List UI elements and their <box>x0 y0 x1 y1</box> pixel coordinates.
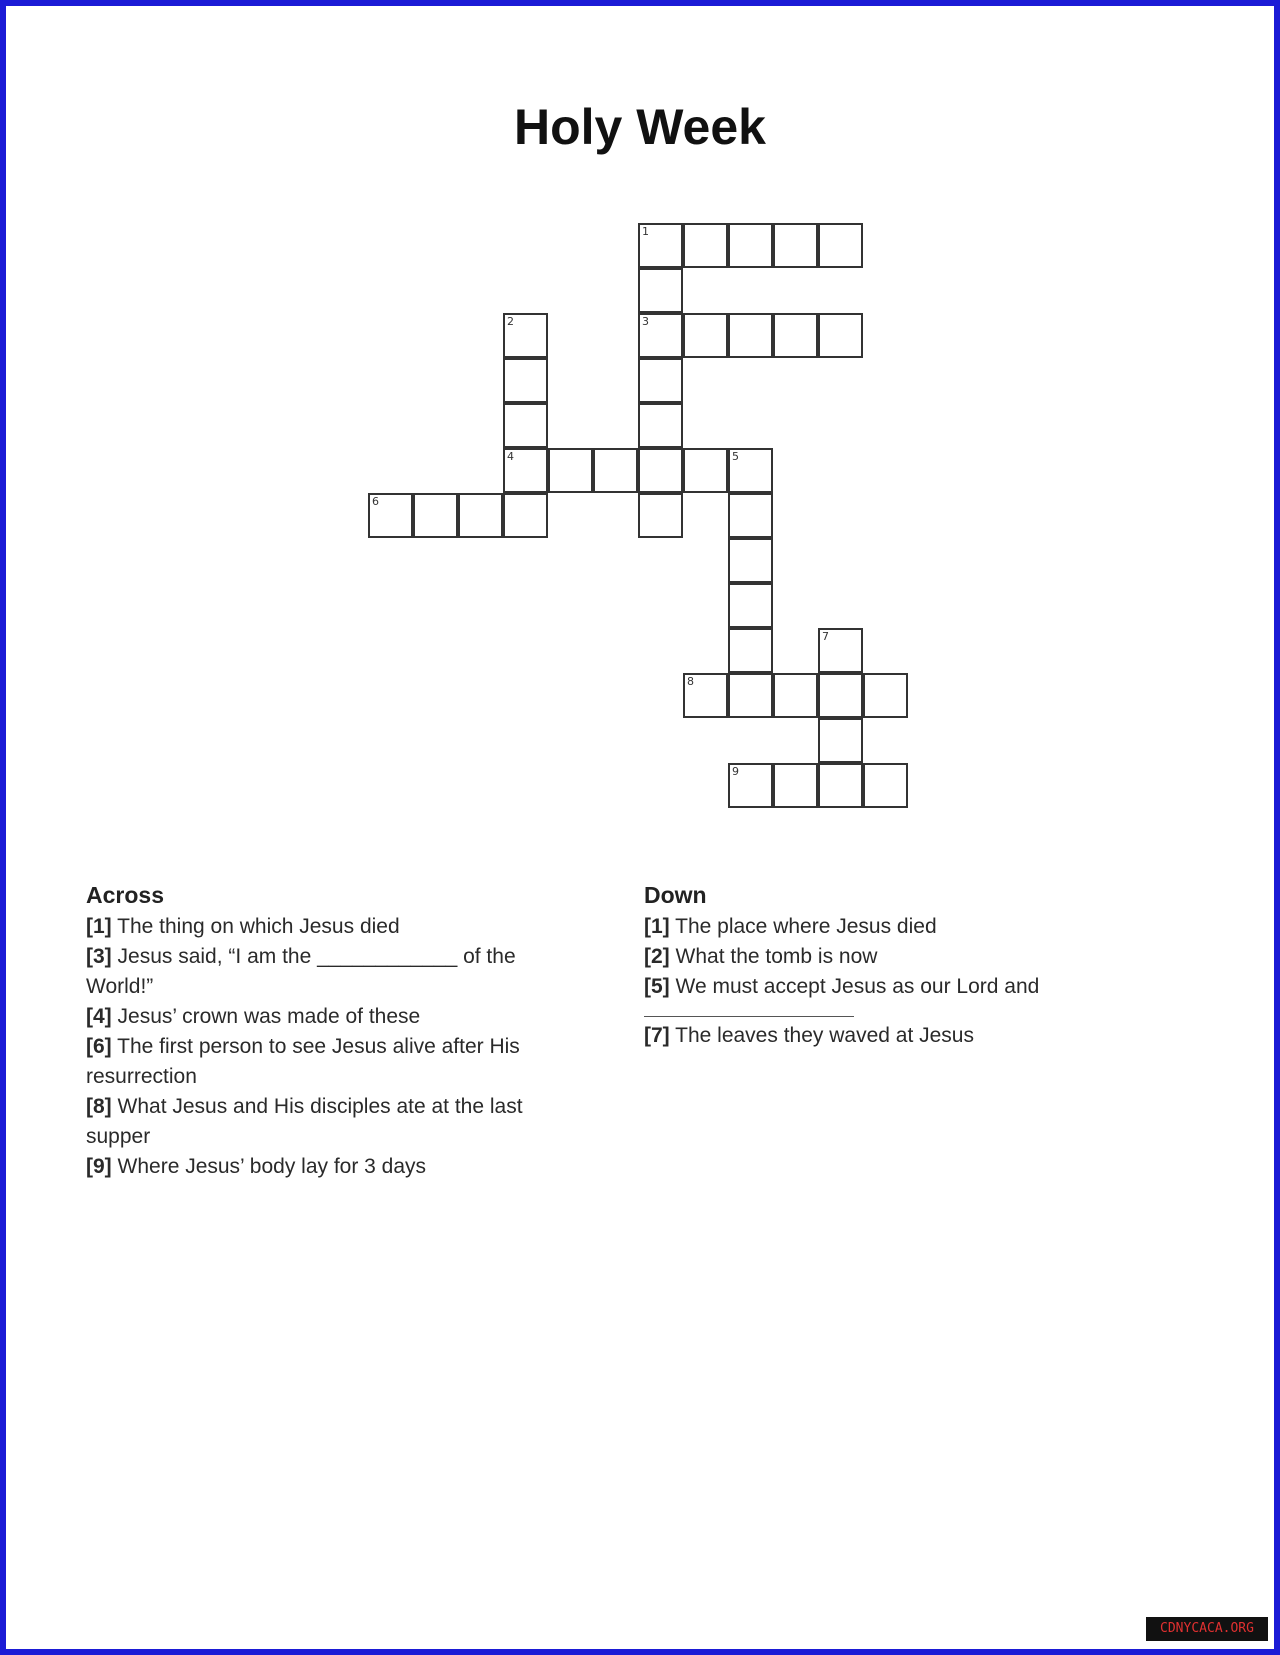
grid-cell[interactable] <box>593 448 638 493</box>
down-heading: Down <box>644 882 707 908</box>
grid-cell[interactable] <box>638 358 683 403</box>
grid-cell[interactable] <box>638 493 683 538</box>
clue-down-2: [2] What the tomb is now <box>644 945 878 968</box>
grid-cell[interactable] <box>503 493 548 538</box>
grid-cell[interactable] <box>728 583 773 628</box>
grid-cell[interactable] <box>413 493 458 538</box>
clue-across-9: [9] Where Jesus’ body lay for 3 days <box>86 1155 427 1178</box>
grid-cell[interactable] <box>548 448 593 493</box>
clue-number-6: 6 <box>372 495 379 508</box>
clue-number-2: 2 <box>507 315 514 328</box>
grid-cell[interactable] <box>683 313 728 358</box>
clue-number-1: 1 <box>642 225 649 238</box>
clue-number-5: 5 <box>732 450 739 463</box>
grid-cell[interactable] <box>638 268 683 313</box>
grid-cell[interactable] <box>458 493 503 538</box>
across-heading: Across <box>86 882 164 908</box>
grid-cell[interactable] <box>683 448 728 493</box>
clue-across-1: [1] The thing on which Jesus died <box>86 915 400 938</box>
grid-cell[interactable] <box>773 763 818 808</box>
answer-blank-line <box>644 1002 854 1017</box>
clue-across-4: [4] Jesus’ crown was made of these <box>86 1005 421 1028</box>
grid-cell[interactable] <box>638 403 683 448</box>
grid-cell[interactable] <box>818 763 863 808</box>
grid-cell[interactable] <box>503 403 548 448</box>
grid-cell[interactable] <box>683 223 728 268</box>
grid-cell[interactable] <box>728 628 773 673</box>
grid-cell[interactable] <box>818 313 863 358</box>
grid-cell[interactable] <box>638 448 683 493</box>
clue-number-3: 3 <box>642 315 649 328</box>
clue-number-7: 7 <box>822 630 829 643</box>
clue-down-7: [7] The leaves they waved at Jesus <box>644 1024 974 1047</box>
grid-cell[interactable] <box>728 673 773 718</box>
down-clues <box>644 880 1114 1051</box>
clue-across-3: [3] Jesus said, “I am the ____________ of the World!” <box>86 945 516 998</box>
watermark: CDNYCACA.ORG <box>1146 1617 1268 1641</box>
grid-cell[interactable] <box>863 763 908 808</box>
clue-number-9: 9 <box>732 765 739 778</box>
clue-number-8: 8 <box>687 675 694 688</box>
clue-across-8: [8] What Jesus and His disciples ate at the last supper <box>86 1095 523 1148</box>
clue-down-1: [1] The place where Jesus died <box>644 915 937 938</box>
grid-cell[interactable] <box>818 673 863 718</box>
grid-cell[interactable] <box>773 313 818 358</box>
grid-cell[interactable] <box>773 673 818 718</box>
grid-cell[interactable] <box>728 313 773 358</box>
grid-cell[interactable] <box>773 223 818 268</box>
page-title: Holy Week <box>514 99 766 155</box>
clue-number-4: 4 <box>507 450 514 463</box>
grid-cell[interactable] <box>503 358 548 403</box>
clue-down-5: [5] We must accept Jesus as our Lord and <box>644 972 1114 1017</box>
grid-cell[interactable] <box>818 718 863 763</box>
across-clues <box>86 880 586 1182</box>
clue-across-6: [6] The first person to see Jesus alive after His resurrection <box>86 1035 520 1088</box>
grid-cell[interactable] <box>818 223 863 268</box>
grid-cell[interactable] <box>728 223 773 268</box>
grid-cell[interactable] <box>728 538 773 583</box>
grid-cell[interactable] <box>728 493 773 538</box>
grid-cell[interactable] <box>863 673 908 718</box>
